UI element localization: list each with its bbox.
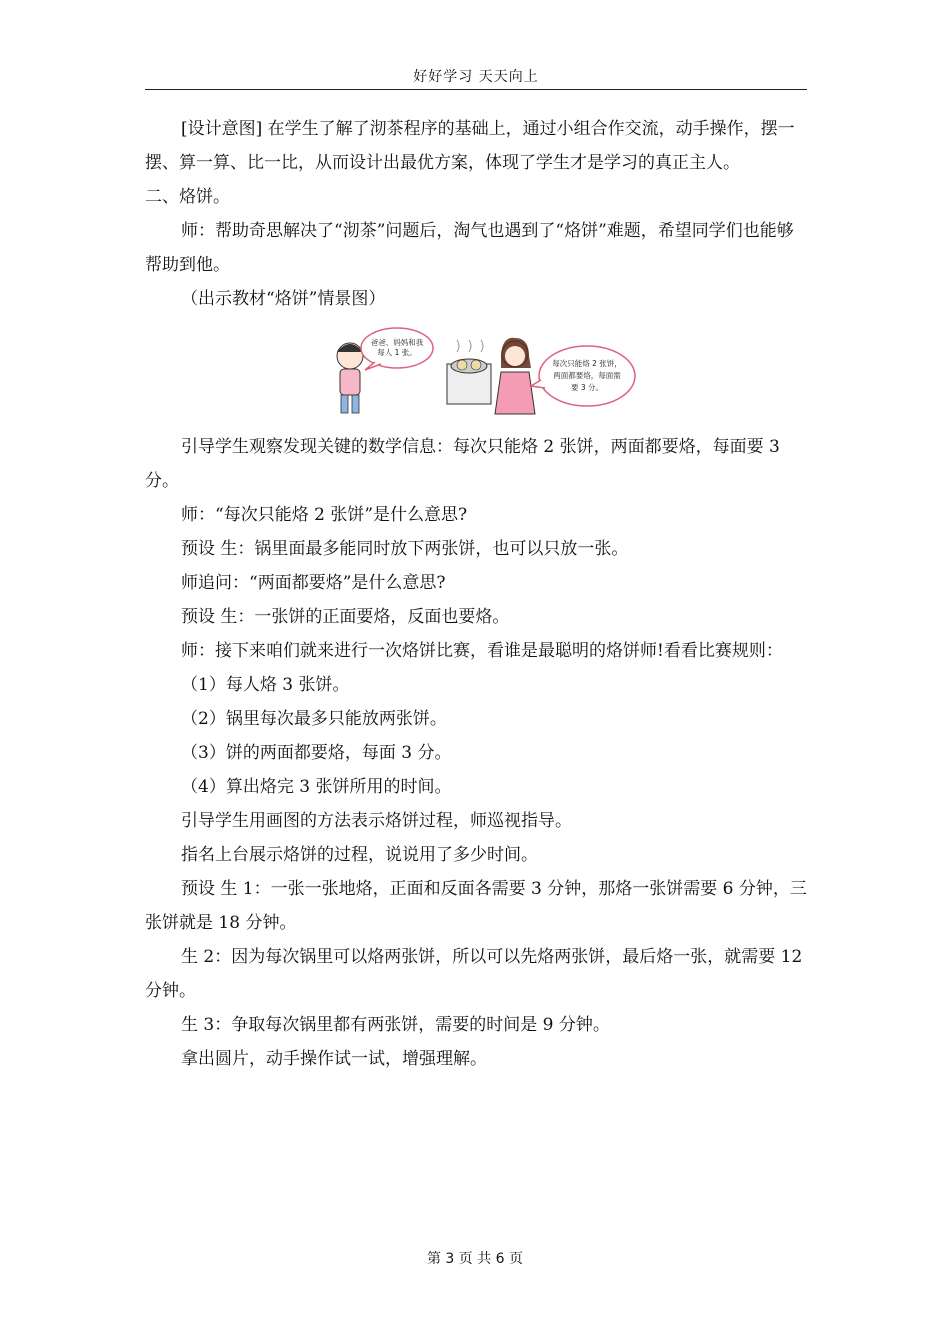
teacher-question-2: 师追问：“两面都要烙”是什么意思?	[181, 573, 446, 593]
bubble-left-line2: 每人 1 张。	[377, 348, 417, 357]
document-body	[145, 112, 807, 1076]
rule-item-3: （3）饼的两面都要烙，每面 3 分。	[181, 743, 452, 763]
header-rule	[145, 89, 807, 90]
show-picture-note: （出示教材“烙饼”情景图）	[181, 289, 386, 309]
rule-item-1: （1）每人烙 3 张饼。	[181, 675, 350, 695]
pancake-scene-illustration	[145, 324, 807, 424]
mother-figure	[495, 338, 535, 414]
drawing-guidance: 引导学生用画图的方法表示烙饼过程，师巡视指导。	[181, 811, 572, 831]
student-solution-1: 预设 生 1：一张一张地烙，正面和反面各需要 3 分钟，那烙一张饼需要 6 分钟，三张饼就是 18 分钟。	[145, 879, 807, 933]
student-answer-2: 预设 生：一张饼的正面要烙，反面也要烙。	[181, 607, 510, 627]
speech-bubble-right	[531, 346, 635, 406]
hands-on-activity: 拿出圆片，动手操作试一试，增强理解。	[181, 1049, 487, 1069]
section-heading: 二、烙饼。	[145, 187, 230, 207]
design-intent-paragraph: [设计意图] 在学生了解了沏茶程序的基础上，通过小组合作交流，动手操作，摆一摆、算一算、比一比，从而设计出最优方案，体现了学生才是学习的真正主人。	[145, 119, 795, 173]
speech-bubble-left	[361, 328, 433, 370]
rule-item-2: （2）锅里每次最多只能放两张饼。	[181, 709, 447, 729]
teacher-question-1: 师：“每次只能烙 2 张饼”是什么意思?	[181, 505, 468, 525]
page-number: 第 3 页 共 6 页	[426, 1251, 524, 1267]
student-solution-3: 生 3：争取每次锅里都有两张饼，需要的时间是 9 分钟。	[181, 1015, 610, 1035]
bubble-right-line3: 要 3 分。	[570, 383, 604, 392]
stove-pan-figure	[447, 340, 491, 404]
bubble-left-line1: 爸爸、妈妈和我	[370, 338, 424, 347]
boy-figure	[337, 343, 363, 413]
teacher-intro-paragraph: 师：帮助奇思解决了“沏茶”问题后，淘气也遇到了“烙饼”难题，希望同学们也能够帮助到他。	[145, 221, 794, 275]
bubble-right-line2: 两面都要烙，每面需	[553, 371, 621, 380]
competition-intro: 师：接下来咱们就来进行一次烙饼比赛，看谁是最聪明的烙饼师!看看比赛规则：	[181, 641, 783, 661]
guide-observation-paragraph: 引导学生观察发现关键的数学信息：每次只能烙 2 张饼，两面都要烙，每面要 3 分。	[145, 437, 780, 491]
bubble-right-line1: 每次只能烙 2 张饼，	[552, 359, 622, 368]
presentation-instruction: 指名上台展示烙饼的过程，说说用了多少时间。	[181, 845, 538, 865]
page-header: 好好学习 天天向上	[413, 69, 539, 85]
student-solution-2: 生 2：因为每次锅里可以烙两张饼，所以可以先烙两张饼，最后烙一张，就需要 12 分钟。	[145, 947, 803, 1001]
pancake-scene-image	[325, 324, 655, 424]
rule-item-4: （4）算出烙完 3 张饼所用的时间。	[181, 777, 452, 797]
student-answer-1: 预设 生：锅里面最多能同时放下两张饼，也可以只放一张。	[181, 539, 629, 559]
